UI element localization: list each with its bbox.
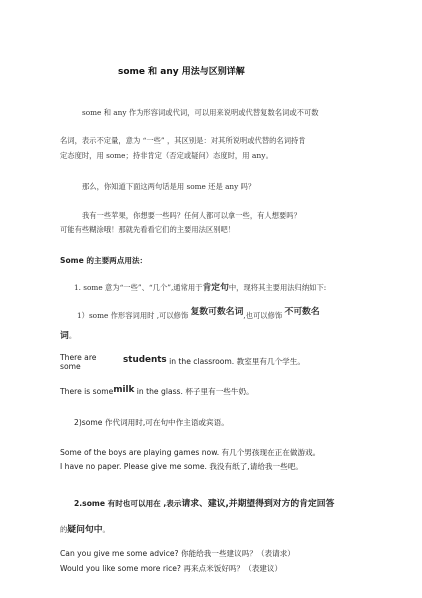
point-3 <box>74 491 334 510</box>
point-3-text: 2.some 有时也可以用在 ,表示 <box>74 499 182 508</box>
point-3-line-2-end: 。 <box>102 525 110 534</box>
example-milk <box>60 387 254 398</box>
intro-line-3-text: 定态度时，用 some；持非肯定（否定或疑问）态度时，用 <box>60 151 252 160</box>
point-1-1-cont-bold: 词 <box>60 331 69 341</box>
apple-line-2: 可能有些糊涂哦！那就先看看它们的主要用法区别吧！ <box>60 225 236 234</box>
intro-line-1: some 和 any 作为形容词或代词，可以用来说明或代替复数名词或不可数 <box>82 108 319 117</box>
apple-line-1: 我有一些苹果，你想要一些吗？任何人都可以拿一些，有人想要吗？ <box>82 211 301 220</box>
point-1 <box>74 283 326 294</box>
milk-rest: in the glass. 杯子里有一些牛奶。 <box>134 387 254 396</box>
point-2: 2)some 作代词用时,可在句中作主语或宾语。 <box>74 418 229 427</box>
question-sentence-word: 疑问句中 <box>67 525 103 535</box>
intro-line-2: 名词，表示不定量，意为 “一些” ，其区别是：对其所说明或代替的名词持肯 <box>60 136 306 145</box>
any-word: any <box>251 151 266 160</box>
example-students-rest <box>123 347 305 366</box>
point-1-1 <box>77 307 320 322</box>
milk-pre: There is some <box>60 387 114 396</box>
section-heading: Some 的主要两点用法： <box>60 256 148 265</box>
example-boys: Some of the boys are playing games now. 有几个男孩现在正在做游戏。 <box>60 448 321 457</box>
milk-word: milk <box>113 385 135 395</box>
students-word: students <box>123 355 167 365</box>
plural-countable-noun: 复数可数名词 <box>190 307 244 317</box>
point-1-1-cont-end: 。 <box>68 331 77 340</box>
point-1-text: 1. some 意为“一些”、“几个”,通常用于 <box>74 283 203 292</box>
point-1-1-text: 1）some 作形容词用时 ,可以修饰 <box>77 311 189 320</box>
document-title: some 和 any 用法与区别详解 <box>118 67 245 77</box>
point-3-line-2-pre: 的 <box>60 525 68 534</box>
intro-line-3-end: 。 <box>265 151 273 160</box>
example-students-a: There are <box>60 353 97 362</box>
example-rice: Would you like some more rice? 再来点米饭好吗？（表建议） <box>60 564 283 573</box>
students-rest: in the classroom. 教室里有几个学生。 <box>166 357 305 366</box>
intro-line-3 <box>60 151 273 161</box>
point-1-1-cont <box>60 323 76 342</box>
point-3-line-2 <box>60 517 110 536</box>
point-1-text-end: 中，现将其主要用法归纳如下: <box>228 283 327 292</box>
question-line: 那么，你知道下面这两句话是用 some 还是 any 吗？ <box>82 182 256 191</box>
point-3-bold: 请求、建议,并期望得到对方的肯定回答 <box>181 499 335 509</box>
example-paper: I have no paper. Please give me some. 我没有纸了,请给我一些吧。 <box>60 462 303 471</box>
example-advice: Can you give me some advice? 你能给我一些建议吗？（表请求） <box>60 549 295 558</box>
point-1-1-mid: ,也可以修饰 <box>243 311 283 320</box>
example-students-b: some <box>60 362 81 371</box>
point-1-bold: 肯定句 <box>202 283 229 293</box>
uncountable-noun: 不可数名 <box>284 307 320 317</box>
